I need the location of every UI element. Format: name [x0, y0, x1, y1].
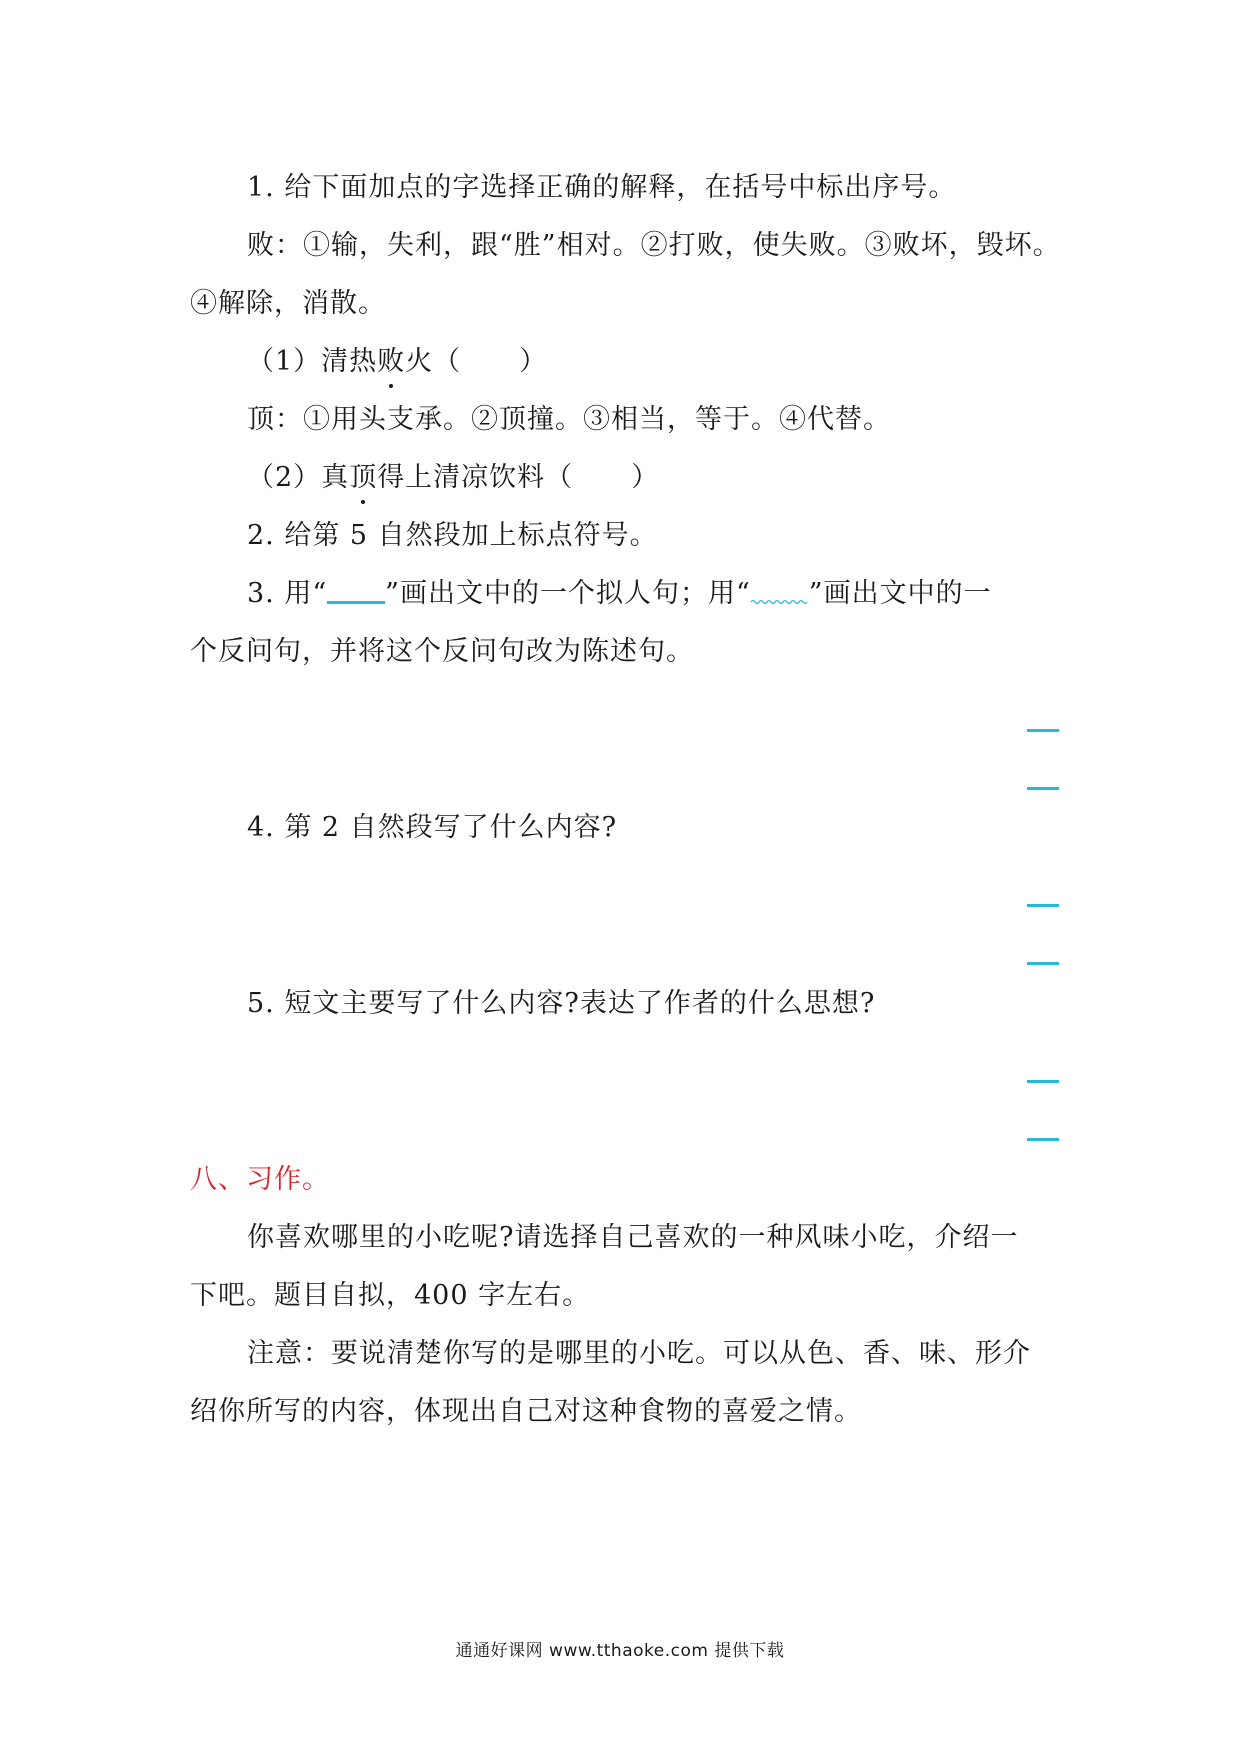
answer-line[interactable] [1027, 1138, 1059, 1141]
emphasis-dot-char: 败 [377, 344, 405, 380]
q3-part-2: ”画出文中的一个拟人句；用“ [385, 578, 751, 609]
wavy-underline-sample [751, 584, 809, 606]
q1-item-1-pre: （1）清热 [247, 346, 378, 377]
q1-item-1-post: 火（ [405, 346, 462, 377]
composition-note-cont: 绍你所写的内容，体现出自己对这种食物的喜爱之情。 [190, 1396, 862, 1427]
section-title-composition: 八、习作。 [190, 1164, 330, 1195]
straight-underline-sample [327, 583, 385, 604]
q3-part-3: ”画出文中的一 [808, 578, 992, 609]
answer-line[interactable] [1027, 729, 1059, 732]
q3-prompt [247, 576, 992, 612]
answer-line[interactable] [1027, 1080, 1059, 1083]
q1-prompt: 1. 给下面加点的字选择正确的解释，在括号中标出序号。 [247, 172, 957, 203]
emphasis-dot-char: 顶 [349, 460, 377, 496]
composition-note: 注意：要说清楚你写的是哪里的小吃。可以从色、香、味、形介 [247, 1338, 1031, 1369]
q1-item-1 [247, 344, 547, 380]
q3-prompt-cont: 个反问句，并将这个反问句改为陈述句。 [190, 636, 694, 667]
q4-prompt: 4. 第 2 自然段写了什么内容? [247, 812, 618, 843]
composition-prompt: 你喜欢哪里的小吃呢?请选择自己喜欢的一种风味小吃，介绍一 [247, 1222, 1019, 1253]
q1-item-1-close: ） [519, 346, 548, 377]
composition-prompt-cont: 下吧。题目自拟，400 字左右。 [190, 1280, 591, 1311]
q1-bai-definitions-cont: ④解除，消散。 [190, 288, 386, 319]
q1-item-2-pre: （2）真 [247, 462, 350, 493]
q1-item-2-post: 得上清凉饮料（ [377, 462, 574, 493]
q1-item-2 [247, 460, 659, 496]
page-footer: 通通好课网 www.tthaoke.com 提供下载 [455, 1641, 785, 1661]
q2-prompt: 2. 给第 5 自然段加上标点符号。 [247, 520, 658, 551]
q1-ding-definitions: 顶：①用头支承。②顶撞。③相当，等于。④代替。 [247, 404, 891, 435]
answer-line[interactable] [1027, 904, 1059, 907]
q3-part-1: 3. 用“ [247, 578, 328, 609]
q5-prompt: 5. 短文主要写了什么内容?表达了作者的什么思想? [247, 988, 876, 1019]
q1-bai-definitions: 败：①输，失利，跟“胜”相对。②打败，使失败。③败坏，毁坏。 [247, 230, 1061, 261]
answer-line[interactable] [1027, 962, 1059, 965]
q1-item-2-close: ） [631, 462, 660, 493]
answer-line[interactable] [1027, 787, 1059, 790]
